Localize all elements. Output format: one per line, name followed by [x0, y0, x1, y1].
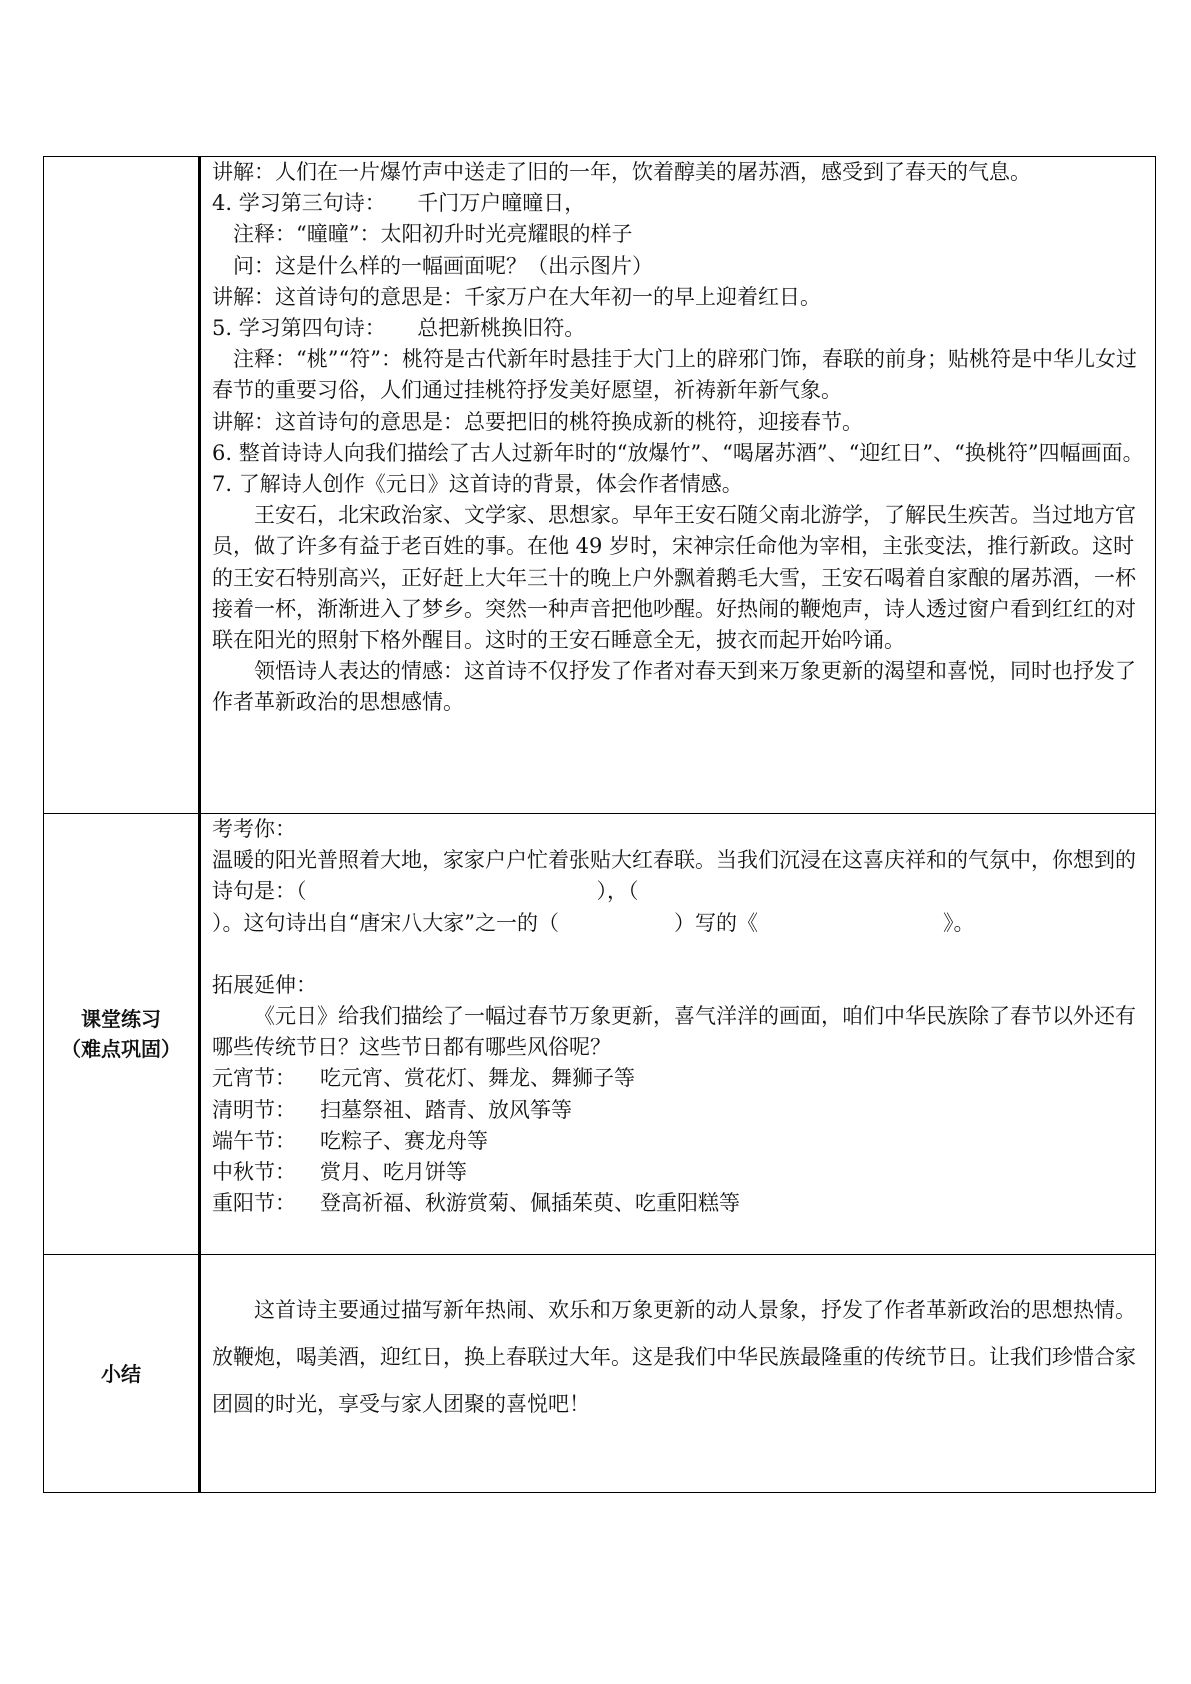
festival-name: 中秋节： — [212, 1160, 296, 1185]
explanation-line-1: 讲解：人们在一片爆竹声中送走了旧的一年，饮着醇美的屠苏酒，感受到了春天的气息。 — [212, 160, 1031, 184]
festival-item — [212, 1095, 1145, 1126]
festival-name: 端午节： — [212, 1128, 296, 1153]
step-6-summary: 6. 整首诗诗人向我们描绘了古人过新年时的“放爆竹”、“喝屠苏酒”、“迎红日”、“换桃符”四幅画面。 — [212, 440, 1144, 465]
festival-name: 清明节： — [212, 1097, 296, 1122]
row-label-summary: 小结 — [44, 1255, 200, 1493]
table-row-practice — [44, 814, 1156, 1255]
step-4-annotation: 注释：“曈曈”：太阳初升时光亮耀眼的样子 — [233, 222, 633, 247]
practice-cell — [200, 814, 1156, 1255]
festival-item — [212, 1188, 1145, 1219]
step-5-heading: 5. 学习第四句诗： 总把新桃换旧符。 — [212, 316, 586, 341]
poet-emotion: 领悟诗人表达的情感：这首诗不仅抒发了作者对春天到来万象更新的渴望和喜悦，同时也抒发了作者革新政治的思想感情。 — [212, 659, 1136, 715]
explanation-cell — [200, 157, 1156, 814]
quiz-paren-1: ），（ — [596, 879, 639, 904]
quiz-question-text: 温暖的阳光普照着大地，家家户户忙着张贴大红春联。当我们沉浸在这喜庆祥和的气氛中，你想到的诗句是：（ — [212, 848, 1136, 904]
step-4-heading: 4. 学习第三句诗： 千门万户曈曈日， — [212, 191, 586, 216]
table-row-summary — [44, 1255, 1156, 1493]
quiz-paren-4: 》。 — [942, 910, 975, 935]
practice-label-line-2: （难点巩固） — [61, 1037, 181, 1061]
step-5-annotation: 注释：“桃”“符”：桃符是古代新年时悬挂于大门上的辟邪门饰，春联的前身；贴桃符是中华儿女过春节的重要习俗，人们通过挂桃符抒发美好愿望，祈祷新年新气象。 — [212, 347, 1137, 403]
festival-customs: 登高祈福、秋游赏菊、佩插茱萸、吃重阳糕等 — [320, 1191, 740, 1216]
festival-item — [212, 1126, 1145, 1157]
festival-name: 元宵节： — [212, 1066, 296, 1091]
step-4-question: 问：这是什么样的一幅画面呢？（出示图片） — [233, 253, 653, 278]
extension-body: 《元日》给我们描绘了一幅过春节万象更新，喜气洋洋的画面，咱们中华民族除了春节以外还有哪些传统节日？这些节日都有哪些风俗呢？ — [212, 1004, 1136, 1060]
festival-customs: 吃粽子、赛龙舟等 — [320, 1128, 488, 1153]
festival-name: 重阳节： — [212, 1191, 296, 1216]
quiz-paren-2: ）。这句诗出自“唐宋八大家”之一的（ — [212, 910, 559, 935]
festival-item — [212, 1157, 1145, 1188]
step-7-heading: 7. 了解诗人创作《元日》这首诗的背景，体会作者情感。 — [212, 472, 743, 497]
festival-customs: 吃元宵、赏花灯、舞龙、舞狮子等 — [320, 1066, 635, 1091]
row-label-empty — [44, 157, 200, 814]
summary-cell — [200, 1255, 1156, 1493]
step-5-explanation: 讲解：这首诗句的意思是：总要把旧的桃符换成新的桃符，迎接春节。 — [212, 409, 863, 434]
practice-label-line-1: 课堂练习 — [81, 1007, 161, 1031]
row-label-practice — [44, 814, 200, 1255]
festival-customs: 赏月、吃月饼等 — [320, 1160, 467, 1185]
table-row-explanation — [44, 157, 1156, 814]
extension-title: 拓展延伸： — [212, 972, 317, 997]
quiz-question — [212, 845, 1145, 939]
step-4-explanation: 讲解：这首诗句的意思是：千家万户在大年初一的早上迎着红日。 — [212, 284, 821, 309]
festival-item — [212, 1063, 1145, 1094]
festival-customs: 扫墓祭祖、踏青、放风筝等 — [320, 1097, 572, 1122]
summary-text: 这首诗主要通过描写新年热闹、欢乐和万象更新的动人景象，抒发了作者革新政治的思想热情。放鞭炮，喝美酒，迎红日，换上春联过大年。这是我们中华民族最隆重的传统节日。让我们珍惜合家团圆的时光，享受与家人团聚的喜悦吧！ — [212, 1298, 1136, 1416]
poet-background: 王安石，北宋政治家、文学家、思想家。早年王安石随父南北游学，了解民生疾苦。当过地方官员，做了许多有益于老百姓的事。在他 49 岁时，宋神宗任命他为宰相，主张变法，推行新政。这时的王安石特别高兴，正好赶上大年三十的晚上户外飘着鹅毛大雪，王安石喝着自家酿的屠苏酒，一杯接着一杯，渐渐进入了梦乡。突然一种声音把他吵醒。好热闹的鞭炮声，诗人透过窗户看到红红的对联在阳光的照射下格外醒目。这时的王安石睡意全无，披衣而起开始吟诵。 — [212, 503, 1136, 653]
lesson-plan-table — [43, 156, 1156, 1493]
quiz-title: 考考你： — [212, 817, 296, 841]
quiz-paren-3: ）写的《 — [673, 910, 758, 935]
